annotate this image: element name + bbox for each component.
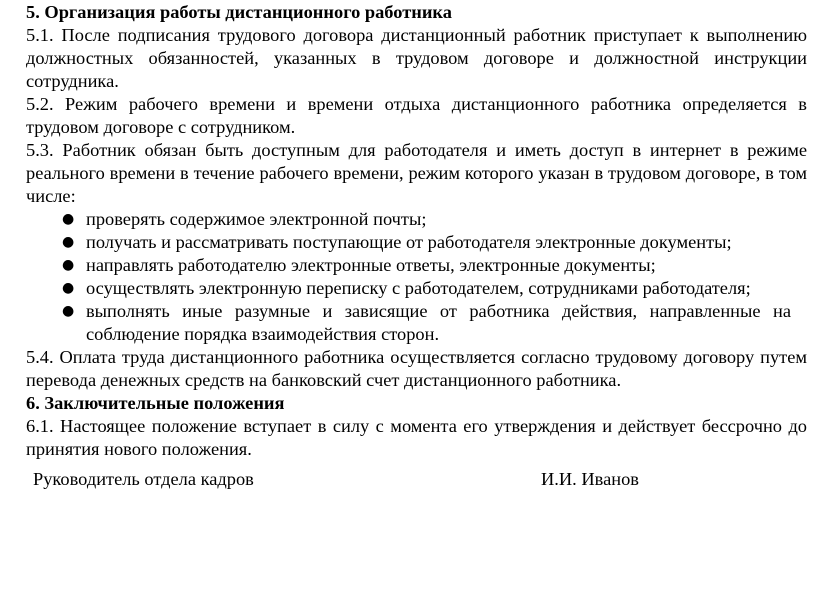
section-5-heading: 5. Организация работы дистанционного работника — [26, 2, 452, 22]
bullet-icon: ● — [62, 211, 75, 227]
signature-block — [26, 468, 807, 491]
duties-list — [26, 208, 807, 346]
list-item-text: направлять работодателю электронные ответы, электронные документы; — [86, 255, 656, 275]
section-6-heading: 6. Заключительные положения — [26, 393, 285, 413]
bullet-icon: ● — [62, 303, 75, 319]
bullet-icon: ● — [62, 280, 75, 296]
list-item-text: выполнять иные разумные и зависящие от работника действия, направленные на соблюдение порядка взаимодействия сторон. — [86, 301, 791, 344]
list-item — [62, 254, 791, 277]
list-item — [62, 300, 791, 346]
list-item — [62, 231, 791, 254]
paragraph-6-1: 6.1. Настоящее положение вступает в силу с момента его утверждения и действует бессрочно до принятия нового положения. — [26, 416, 807, 459]
bullet-icon: ● — [62, 257, 75, 273]
paragraph-5-2: 5.2. Режим рабочего времени и времени отдыха дистанционного работника определяется в трудовом договоре с сотрудником. — [26, 94, 807, 137]
list-item — [62, 277, 791, 300]
paragraph-5-1: 5.1. После подписания трудового договора дистанционный работник приступает к выполнению должностных обязанностей, указанных в трудовом договоре и должностной инструкции сотрудника. — [26, 25, 807, 91]
list-item-text: проверять содержимое электронной почты; — [86, 209, 427, 229]
paragraph-5-3: 5.3. Работник обязан быть доступным для работодателя и иметь доступ в интернет в режиме реального времени в течение рабочего времени, режим которого указан в трудовом договоре, в том числе: — [26, 140, 807, 206]
list-item-text: осуществлять электронную переписку с работодателем, сотрудниками работодателя; — [86, 278, 751, 298]
signer-name: И.И. Иванов — [541, 469, 639, 489]
list-item-text: получать и рассматривать поступающие от работодателя электронные документы; — [86, 232, 732, 252]
document-page — [26, 1, 807, 491]
paragraph-5-4: 5.4. Оплата труда дистанционного работника осуществляется согласно трудовому договору путем перевода денежных средств на банковский счет дистанционного работника. — [26, 347, 807, 390]
signer-role: Руководитель отдела кадров — [33, 469, 254, 489]
list-item — [62, 208, 791, 231]
bullet-icon: ● — [62, 234, 75, 250]
